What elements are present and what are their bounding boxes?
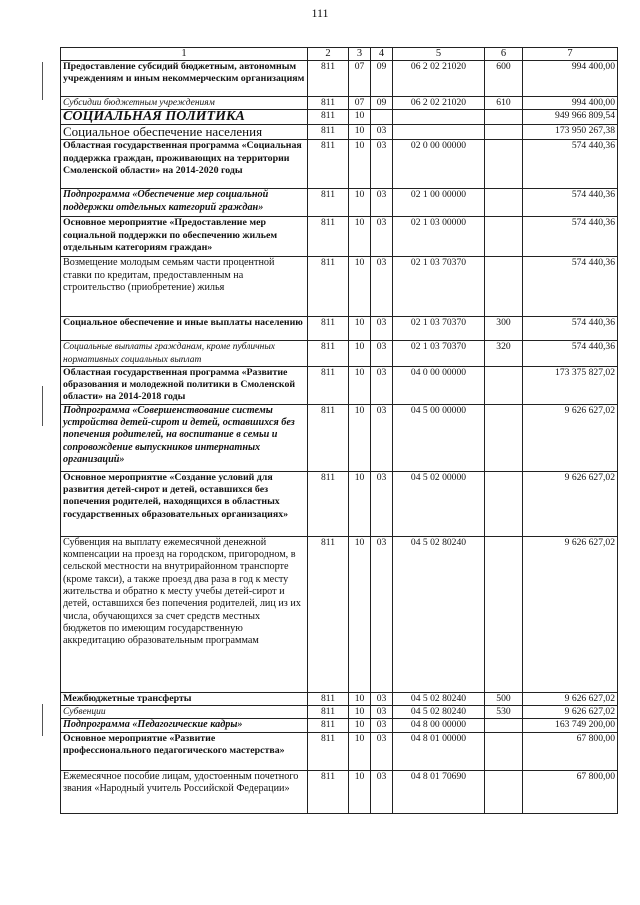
- amount-cell: 67 800,00: [523, 732, 618, 770]
- subsection-code-cell: 03: [371, 404, 393, 471]
- section-code-cell: 10: [349, 692, 371, 705]
- section-code-cell: 10: [349, 732, 371, 770]
- ministry-code-cell: 811: [308, 217, 349, 257]
- ministry-code-cell: 811: [308, 140, 349, 189]
- subsection-code-cell: 03: [371, 706, 393, 719]
- ministry-code-cell: 811: [308, 61, 349, 97]
- amount-cell: 574 440,36: [523, 189, 618, 217]
- target-article-cell: 04 8 00 00000: [393, 719, 485, 732]
- table-row: [61, 140, 618, 189]
- expense-type-cell: [485, 404, 523, 471]
- amount-cell: 173 375 827,02: [523, 366, 618, 404]
- section-code-cell: 10: [349, 110, 371, 125]
- table-row: [61, 404, 618, 471]
- ministry-code-cell: 811: [308, 536, 349, 692]
- section-code-cell: 10: [349, 125, 371, 140]
- amount-cell: 574 440,36: [523, 317, 618, 341]
- subsection-code-cell: 09: [371, 97, 393, 110]
- expense-type-cell: [485, 719, 523, 732]
- section-code-cell: 10: [349, 140, 371, 189]
- ministry-code-cell: 811: [308, 317, 349, 341]
- table-row: [61, 317, 618, 341]
- section-code-cell: 10: [349, 217, 371, 257]
- amount-cell: 173 950 267,38: [523, 125, 618, 140]
- ministry-code-cell: 811: [308, 341, 349, 367]
- target-article-cell: 02 1 03 70370: [393, 341, 485, 367]
- row-name-cell: Подпрограмма «Педагогические кадры»: [61, 719, 308, 732]
- target-article-cell: 02 1 00 00000: [393, 189, 485, 217]
- header-col-5: 5: [393, 48, 485, 61]
- expense-type-cell: [485, 471, 523, 536]
- expense-type-cell: [485, 189, 523, 217]
- header-col-7: 7: [523, 48, 618, 61]
- ministry-code-cell: 811: [308, 706, 349, 719]
- section-code-cell: 10: [349, 471, 371, 536]
- target-article-cell: 04 0 00 00000: [393, 366, 485, 404]
- row-name-cell: Возмещение молодым семьям части процентной ставки по кредитам, предоставленным на строительство (приобретение) жилья: [61, 257, 308, 317]
- target-article-cell: 02 0 00 00000: [393, 140, 485, 189]
- section-code-cell: 07: [349, 97, 371, 110]
- section-code-cell: 10: [349, 706, 371, 719]
- target-article-cell: [393, 110, 485, 125]
- row-name-cell: Основное мероприятие «Предоставление мер социальной поддержки по обеспечению жильем отдельным категориям граждан»: [61, 217, 308, 257]
- target-article-cell: 04 5 02 80240: [393, 536, 485, 692]
- expense-type-cell: [485, 110, 523, 125]
- table-row: [61, 189, 618, 217]
- section-code-cell: 10: [349, 719, 371, 732]
- amount-cell: 574 440,36: [523, 217, 618, 257]
- table-row: [61, 719, 618, 732]
- ministry-code-cell: 811: [308, 732, 349, 770]
- section-code-cell: 10: [349, 404, 371, 471]
- section-code-cell: 10: [349, 341, 371, 367]
- expense-type-cell: [485, 257, 523, 317]
- subsection-code-cell: 03: [371, 341, 393, 367]
- row-name-cell: Субсидии бюджетным учреждениям: [61, 97, 308, 110]
- ministry-code-cell: 811: [308, 404, 349, 471]
- ministry-code-cell: 811: [308, 719, 349, 732]
- amount-cell: 67 800,00: [523, 770, 618, 813]
- section-code-cell: 10: [349, 257, 371, 317]
- amount-cell: 9 626 627,02: [523, 692, 618, 705]
- expense-type-cell: [485, 140, 523, 189]
- subsection-code-cell: [371, 110, 393, 125]
- margin-mark-top: [42, 62, 43, 100]
- section-code-cell: 10: [349, 770, 371, 813]
- subsection-code-cell: 03: [371, 125, 393, 140]
- expense-type-cell: [485, 770, 523, 813]
- row-name-cell: Предоставление субсидий бюджетным, автономным учреждениям и иным некоммерческим организациям: [61, 61, 308, 97]
- margin-mark-middle: [42, 386, 43, 426]
- expense-type-cell: 600: [485, 61, 523, 97]
- table-row: [61, 692, 618, 705]
- ministry-code-cell: 811: [308, 770, 349, 813]
- row-name-cell: Основное мероприятие «Развитие профессионального педагогического мастерства»: [61, 732, 308, 770]
- expense-type-cell: [485, 125, 523, 140]
- ministry-code-cell: 811: [308, 366, 349, 404]
- ministry-code-cell: 811: [308, 471, 349, 536]
- table-header-row: [61, 48, 618, 61]
- target-article-cell: 04 8 01 70690: [393, 770, 485, 813]
- header-col-6: 6: [485, 48, 523, 61]
- ministry-code-cell: 811: [308, 692, 349, 705]
- amount-cell: 163 749 200,00: [523, 719, 618, 732]
- table-row: [61, 366, 618, 404]
- subsection-code-cell: 03: [371, 189, 393, 217]
- expense-type-cell: [485, 217, 523, 257]
- target-article-cell: 04 8 01 00000: [393, 732, 485, 770]
- row-name-cell: Подпрограмма «Обеспечение мер социальной поддержки отдельных категорий граждан»: [61, 189, 308, 217]
- target-article-cell: 04 5 02 80240: [393, 706, 485, 719]
- ministry-code-cell: 811: [308, 110, 349, 125]
- amount-cell: 574 440,36: [523, 140, 618, 189]
- subsection-code-cell: 09: [371, 61, 393, 97]
- amount-cell: 9 626 627,02: [523, 706, 618, 719]
- subsection-code-cell: 03: [371, 257, 393, 317]
- section-code-cell: 10: [349, 317, 371, 341]
- expense-type-cell: [485, 732, 523, 770]
- row-name-cell: Социальное обеспечение населения: [61, 125, 308, 140]
- row-name-cell: Основное мероприятие «Создание условий для развития детей-сирот и детей, оставшихся без попечения родителей, находящихся в областных государственных образовательных организациях»: [61, 471, 308, 536]
- section-code-cell: 10: [349, 189, 371, 217]
- target-article-cell: 06 2 02 21020: [393, 61, 485, 97]
- subsection-code-cell: 03: [371, 140, 393, 189]
- amount-cell: 994 400,00: [523, 61, 618, 97]
- target-article-cell: [393, 125, 485, 140]
- subsection-code-cell: 03: [371, 732, 393, 770]
- table-row: [61, 97, 618, 110]
- row-name-cell: Областная государственная программа «Развитие образования и молодежной политики в Смоленской области» на 2014-2018 годы: [61, 366, 308, 404]
- amount-cell: 9 626 627,02: [523, 536, 618, 692]
- subsection-code-cell: 03: [371, 317, 393, 341]
- expense-type-cell: 320: [485, 341, 523, 367]
- row-name-cell: Субвенции: [61, 706, 308, 719]
- target-article-cell: 04 5 02 00000: [393, 471, 485, 536]
- subsection-code-cell: 03: [371, 366, 393, 404]
- header-col-1: 1: [61, 48, 308, 61]
- target-article-cell: 06 2 02 21020: [393, 97, 485, 110]
- amount-cell: 574 440,36: [523, 257, 618, 317]
- amount-cell: 574 440,36: [523, 341, 618, 367]
- subsection-code-cell: 03: [371, 217, 393, 257]
- header-col-3: 3: [349, 48, 371, 61]
- target-article-cell: 04 5 00 00000: [393, 404, 485, 471]
- subsection-code-cell: 03: [371, 536, 393, 692]
- expense-type-cell: 300: [485, 317, 523, 341]
- margin-mark-bottom: [42, 704, 43, 736]
- row-name-cell: Субвенция на выплату ежемесячной денежной компенсации на проезд на городском, пригородном, в сельской местности на внутрирайонном транспорте (кроме такси), а также проезд два раза в год к месту жительства и обратно к месту учебы детей-сирот и детей, оставшихся без попечения родителей, лиц из их числа, обучающихся за счет средств местных бюджетов по имеющим государственную аккредитацию образовательным программам: [61, 536, 308, 692]
- subsection-code-cell: 03: [371, 770, 393, 813]
- row-name-cell: СОЦИАЛЬНАЯ ПОЛИТИКА: [61, 110, 308, 125]
- header-col-2: 2: [308, 48, 349, 61]
- table-row: [61, 732, 618, 770]
- table-row: [61, 770, 618, 813]
- budget-table: [60, 47, 618, 814]
- page-number: 111: [311, 6, 329, 20]
- expense-type-cell: 530: [485, 706, 523, 719]
- expense-type-cell: [485, 536, 523, 692]
- amount-cell: 9 626 627,02: [523, 471, 618, 536]
- table-row: [61, 217, 618, 257]
- row-name-cell: Областная государственная программа «Социальная поддержка граждан, проживающих на территории Смоленской области» на 2014-2020 годы: [61, 140, 308, 189]
- expense-type-cell: 500: [485, 692, 523, 705]
- ministry-code-cell: 811: [308, 189, 349, 217]
- ministry-code-cell: 811: [308, 125, 349, 140]
- subsection-code-cell: 03: [371, 719, 393, 732]
- subsection-code-cell: 03: [371, 692, 393, 705]
- row-name-cell: Межбюджетные трансферты: [61, 692, 308, 705]
- subsection-code-cell: 03: [371, 471, 393, 536]
- amount-cell: 949 966 809,54: [523, 110, 618, 125]
- amount-cell: 994 400,00: [523, 97, 618, 110]
- table-row: [61, 257, 618, 317]
- table-body: [61, 61, 618, 814]
- section-code-cell: 10: [349, 366, 371, 404]
- target-article-cell: 02 1 03 00000: [393, 217, 485, 257]
- expense-type-cell: [485, 366, 523, 404]
- ministry-code-cell: 811: [308, 97, 349, 110]
- table-row: [61, 61, 618, 97]
- table-row: [61, 341, 618, 367]
- target-article-cell: 04 5 02 80240: [393, 692, 485, 705]
- section-code-cell: 10: [349, 536, 371, 692]
- ministry-code-cell: 811: [308, 257, 349, 317]
- table-row: [61, 125, 618, 140]
- table-row: [61, 110, 618, 125]
- target-article-cell: 02 1 03 70370: [393, 317, 485, 341]
- row-name-cell: Социальные выплаты гражданам, кроме публичных нормативных социальных выплат: [61, 341, 308, 367]
- expense-type-cell: 610: [485, 97, 523, 110]
- table-row: [61, 706, 618, 719]
- amount-cell: 9 626 627,02: [523, 404, 618, 471]
- row-name-cell: Ежемесячное пособие лицам, удостоенным почетного звания «Народный учитель Российской Федерации»: [61, 770, 308, 813]
- section-code-cell: 07: [349, 61, 371, 97]
- header-col-4: 4: [371, 48, 393, 61]
- table-row: [61, 536, 618, 692]
- target-article-cell: 02 1 03 70370: [393, 257, 485, 317]
- table-row: [61, 471, 618, 536]
- row-name-cell: Социальное обеспечение и иные выплаты населению: [61, 317, 308, 341]
- row-name-cell: Подпрограмма «Совершенствование системы устройства детей-сирот и детей, оставшихся без попечения родителей, на воспитание в семьи и сопровождение выпускников интернатных организаций»: [61, 404, 308, 471]
